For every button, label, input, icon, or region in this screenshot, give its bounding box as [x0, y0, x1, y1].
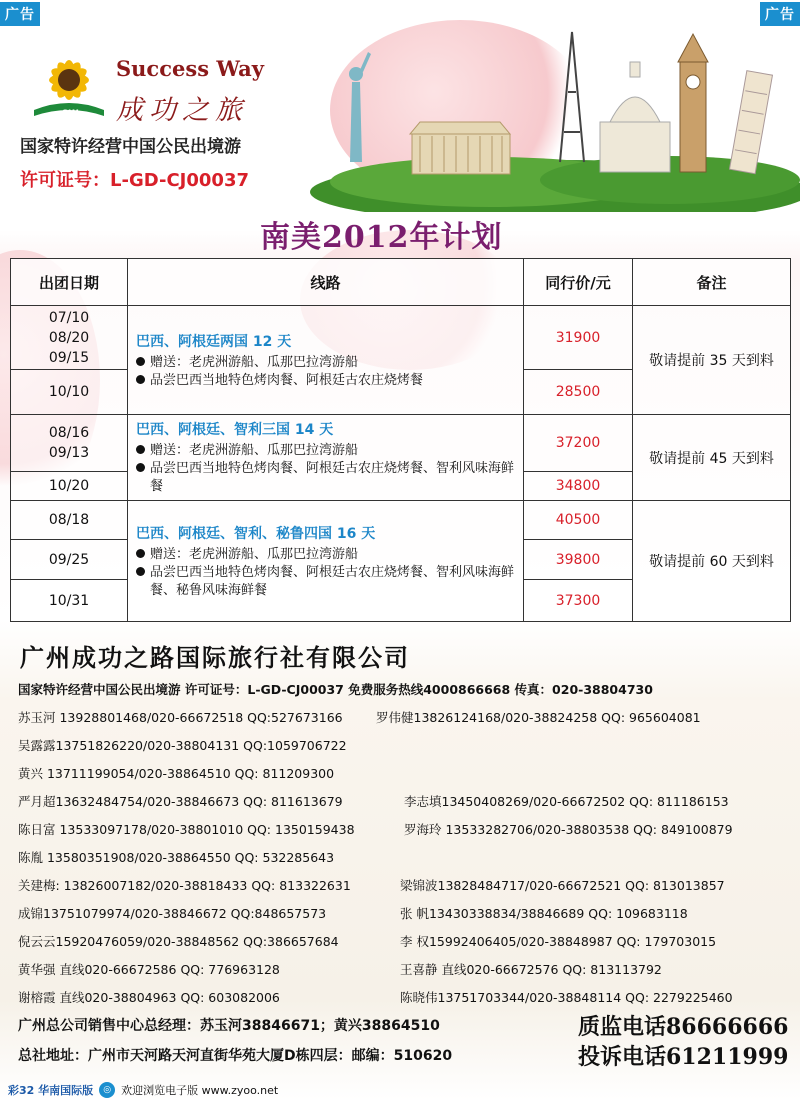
contact-right: 罗伟健13826124168/020-38824258 QQ: 965604081 [376, 710, 701, 725]
note-cell: 敬请提前 35 天到料 [633, 306, 791, 415]
license-number: 许可证号：L-GD-CJ00037 [20, 170, 249, 191]
contact-left: 陈胤 13580351908/020-38864550 QQ: 532285643 [18, 850, 335, 865]
contact-right: 张 帆13430338834/38846689 QQ: 109683118 [400, 906, 688, 921]
price-cell: 31900 [524, 306, 633, 370]
contact-right: 罗海玲 13533282706/020-38803538 QQ: 849100879 [404, 822, 733, 837]
bullet-icon [136, 567, 145, 576]
price-cell: 34800 [524, 472, 633, 501]
page-number: 彩32 华南国际版 [8, 1084, 94, 1097]
header-cell: 线路 [128, 259, 524, 306]
departure-date-cell: 10/10 [11, 370, 128, 415]
bullet-icon [136, 357, 145, 366]
route-item: 赠送：老虎洲游船、瓜那巴拉湾游船 [136, 354, 515, 372]
route-item: 赠送：老虎洲游船、瓜那巴拉湾游船 [136, 442, 515, 460]
schedule-table [10, 258, 791, 622]
header-cell: 出团日期 [11, 259, 128, 306]
contact-right: 李志填13450408269/020-66672502 QQ: 811186153 [404, 794, 729, 809]
brand-english-name: Success Way [116, 56, 264, 81]
contact-right: 梁锦波13828484717/020-66672521 QQ: 813013857 [400, 878, 725, 893]
route-item: 品尝巴西当地特色烤肉餐、阿根廷古农庄烧烤餐、智利风味海鲜餐 [136, 460, 515, 496]
route-title: 巴西、阿根廷、智利三国 14 天 [136, 422, 334, 438]
sunflower-logo-icon [26, 52, 112, 118]
svg-text:SW: SW [62, 109, 79, 118]
publication-logo-icon: ◎ [99, 1082, 115, 1098]
route-item: 赠送：老虎洲游船、瓜那巴拉湾游船 [136, 546, 515, 564]
plan-title: 南美2012年计划 [260, 220, 503, 255]
contact-right: 陈晓伟13751703344/020-38848114 QQ: 2279225460 [400, 990, 733, 1005]
contact-right: 王喜静 直线020-66672576 QQ: 813113792 [400, 962, 662, 977]
departure-date-cell: 08/18 [11, 501, 128, 540]
contact-left: 陈日富 13533097178/020-38801010 QQ: 1350159438 [18, 822, 355, 837]
bullet-icon [136, 445, 145, 454]
route-cell [128, 501, 524, 622]
departure-date-cell: 10/20 [11, 472, 128, 501]
route-cell [128, 415, 524, 501]
contact-left: 成锦13751079974/020-38846672 QQ:848657573 [18, 906, 327, 921]
ad-label-left: 广告 [0, 2, 40, 26]
sales-manager-line: 广州总公司销售中心总经理：苏玉河38846671；黄兴38864510 [18, 1018, 440, 1034]
brand-chinese-name: 成功之旅 [116, 95, 248, 126]
price-cell: 37200 [524, 415, 633, 472]
contact-left: 严月超13632484754/020-38846673 QQ: 811613679 [18, 794, 343, 809]
contact-left: 苏玉河 13928801468/020-66672518 QQ:527673166 [18, 710, 343, 725]
departure-date-cell: 09/25 [11, 540, 128, 580]
contact-left: 黄兴 13711199054/020-38864510 QQ: 811209300 [18, 766, 335, 781]
bullet-icon [136, 375, 145, 384]
note-cell: 敬请提前 60 天到料 [633, 501, 791, 622]
company-name: 广州成功之路国际旅行社有限公司 [20, 644, 410, 672]
contact-left: 关建梅: 13826007182/020-38818433 QQ: 813322631 [18, 878, 351, 893]
price-cell: 39800 [524, 540, 633, 580]
table-row [11, 415, 791, 472]
route-item: 品尝巴西当地特色烤肉餐、阿根廷古农庄烧烤餐、智利风味海鲜餐、秘鲁风味海鲜餐 [136, 564, 515, 600]
header-cell: 备注 [633, 259, 791, 306]
note-cell: 敬请提前 45 天到料 [633, 415, 791, 501]
license-and-hotline: 国家特许经营中国公民出境游 许可证号：L-GD-CJ00037 免费服务热线4000866668 传真：020-38804730 [18, 682, 653, 697]
route-title: 巴西、阿根廷两国 12 天 [136, 333, 292, 350]
license-statement: 国家特许经营中国公民出境游 [20, 137, 241, 157]
bullet-icon [136, 463, 145, 472]
price-cell: 37300 [524, 580, 633, 622]
complaint-hotline: 投诉电话61211999 [578, 1044, 789, 1070]
route-item: 品尝巴西当地特色烤肉餐、阿根廷古农庄烧烤餐 [136, 372, 515, 390]
contact-left: 黄华强 直线020-66672586 QQ: 776963128 [18, 962, 280, 977]
table-header-row [11, 259, 791, 306]
route-title: 巴西、阿根廷、智利、秘鲁四国 16 天 [136, 525, 376, 542]
table-row [11, 501, 791, 540]
price-cell: 28500 [524, 370, 633, 415]
contact-left: 吴露露13751826220/020-38804131 QQ:1059706722 [18, 738, 347, 753]
departure-date-cell: 08/16 09/13 [11, 415, 128, 472]
quality-hotline: 质监电话86666666 [578, 1014, 789, 1040]
address-line: 总社地址：广州市天河路天河直街华苑大厦D栋四层：邮编：510620 [18, 1048, 453, 1064]
contact-left: 倪云云15920476059/020-38848562 QQ:386657684 [18, 934, 339, 949]
world-landmarks-illustration [290, 22, 800, 212]
contact-right: 李 权15992406405/020-38848987 QQ: 179703015 [400, 934, 717, 949]
footer-text: 欢迎浏览电子版 www.zyoo.net [121, 1084, 279, 1097]
contact-left: 谢榕霞 直线020-38804963 QQ: 603082006 [18, 990, 280, 1005]
table-row [11, 306, 791, 370]
bullet-icon [136, 549, 145, 558]
departure-date-cell: 10/31 [11, 580, 128, 622]
price-cell: 40500 [524, 501, 633, 540]
page-footer [0, 1080, 800, 1100]
departure-date-cell: 07/10 08/20 09/15 [11, 306, 128, 370]
ad-label-right: 广告 [760, 2, 800, 26]
header-cell: 同行价/元 [524, 259, 633, 306]
route-cell [128, 306, 524, 415]
